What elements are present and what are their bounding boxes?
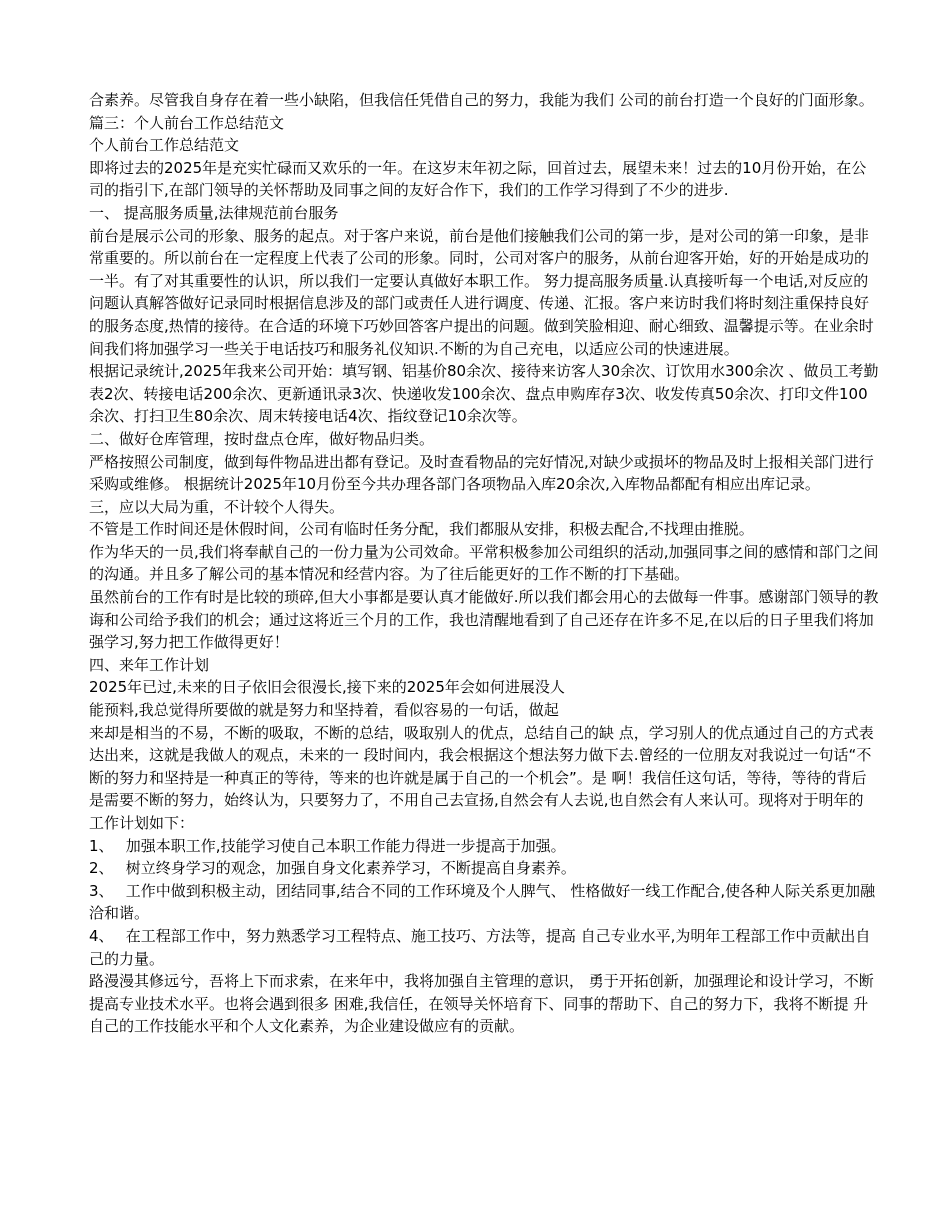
paragraph-future-1: 2025年已过,未来的日子依旧会很漫长,接下来的2025年会如何进展没人 xyxy=(89,678,565,697)
paragraph-attitude: 不管是工作时间还是休假时间，公司有临时任务分配，我们都服从安排，积极去配合,不找理由推脱。 xyxy=(89,520,754,539)
paragraph-future-3: 来却是相当的不易，不断的吸取，不断的总结，吸取别人的优点，总结自己的缺 点，学习别人的优点通过自己的方式表达出来，这就是我做人的观点，未来的一 段时间内，我会根据这个想法努力做下去.曾经的一位朋友对我说过一句话“不 断的努力和坚持是一种真正的等待，等来的也许就是属于自己的一个机会”。是 啊！我信任这句话，等待，等待的背后是需要不断的努力，始终认为，只要努力了，不用自己去宣扬,自然会有人去说,也自然会有人来认可。现将对于明年的 工作计划如下： xyxy=(89,723,874,832)
plan-item-4: 4、 在工程部工作中，努力熟悉学习工程特点、施工技巧、方法等，提高 自己专业水平,为明年工程部工作中贡献出自己的力量。 xyxy=(89,926,871,968)
paragraph-opening: 即将过去的2025年是充实忙碌而又欢乐的一年。在这岁末年初之际，回首过去，展望未来！过去的10月份开始，在公司的指引下,在部门领导的关怀帮助及同事之间的友好合作下，我们的工作学习得到了不少的进步. xyxy=(89,158,867,200)
paragraph-statistics: 根据记录统计,2025年我来公司开始：填写钢、铝基价80余次、接待来访客人30余次、订饮用水300余次 、做员工考勤表2次、转接电话200余次、更新通讯录3次、快递收发100余次、盘点申购库存3次、收发传真50余次、打印文件100余次、打扫卫生80余次、周末转接电话4次、指纹登记10余次等。 xyxy=(89,362,879,426)
document-body xyxy=(89,89,879,1038)
plan-item-3: 3、 工作中做到积极主动，团结同事,结合不同的工作环境及个人脾气、 性格做好一线工作配合,使各种人际关系更加融洽和谐。 xyxy=(89,881,876,923)
section-heading-2: 二、做好仓库管理，按时盘点仓库，做好物品归类。 xyxy=(89,429,435,448)
document-title: 个人前台工作总结范文 xyxy=(89,136,240,155)
paragraph-teamwork: 作为华天的一员,我们将奉献自己的一份力量为公司效命。平常积极参加公司组织的活动,加强同事之间的感情和部门之间的沟通。并且多了解公司的基本情况和经营内容。为了往后能更好的工作不断的打下基础。 xyxy=(89,542,879,584)
plan-item-1: 1、 加强本职工作,技能学习使自己本职工作能力得进一步提高于加强。 xyxy=(89,836,566,855)
paragraph-closing: 路漫漫其修远兮，吾将上下而求索，在来年中，我将加强自主管理的意识， 勇于开拓创新，加强理论和设计学习，不断提高专业技术水平。也将会遇到很多 困难,我信任，在领导关怀培育下、同事的帮助下、自己的努力下，我将不断提 升自己的工作技能水平和个人文化素养，为企业建设做应有的贡献。 xyxy=(89,972,874,1036)
paragraph-future-2: 能预料,我总觉得所要做的就是努力和坚持着，看似容易的一句话，做起 xyxy=(89,701,559,720)
paragraph-warehouse: 严格按照公司制度，做到每件物品进出都有登记。及时查看物品的完好情况,对缺少或损坏的物品及时上报相关部门进行采购或维修。 根据统计2025年10月份至今共办理各部门各项物品入库20余次,入库物品都配有相应出库记录。 xyxy=(89,452,874,494)
section-heading-1: 一、 提高服务质量,法律规范前台服务 xyxy=(89,203,339,222)
section-heading-3: 三，应以大局为重，不计较个人得失。 xyxy=(89,497,345,516)
section-heading-4: 四、来年工作计划 xyxy=(89,655,210,674)
paragraph-gratitude: 虽然前台的工作有时是比较的琐碎,但大小事都是要认真才能做好.所以我们都会用心的去做每一件事。感谢部门领导的教诲和公司给予我们的机会；通过这将近三个月的工作，我也清醒地看到了自己还存在许多不足,在以后的日子里我们将加强学习,努力把工作做得更好！ xyxy=(89,588,879,652)
paragraph-service: 前台是展示公司的形象、服务的起点。对于客户来说，前台是他们接触我们公司的第一步，是对公司的第一印象，是非常重要的。所以前台在一定程度上代表了公司的形象。同时，公司对客户的服务，从前台迎客开始，好的开始是成功的一半。有了对其重要性的认识，所以我们一定要认真做好本职工作。 努力提高服务质量.认真接听每一个电话,对反应的问题认真解答做好记录同时根据信息涉及的部门或责任人进行调度、传递、汇报。客户来访时我们将时刻注重保持良好的服务态度,热情的接待。在合适的环境下巧妙回答客户提出的问题。做到笑脸相迎、耐心细致、温馨提示等。在业余时间我们将加强学习一些关于电话技巧和服务礼仪知识.不断的为自己充电，以适应公司的快速进展。 xyxy=(89,226,874,358)
plan-item-2: 2、 树立终身学习的观念，加强自身文化素养学习，不断提高自身素养。 xyxy=(89,859,576,878)
paragraph-intro-continued: 合素养。尽管我自身存在着一些小缺陷，但我信任凭借自己的努力，我能为我们 公司的前台打造一个良好的门面形象。篇三：个人前台工作总结范文 xyxy=(89,91,874,132)
